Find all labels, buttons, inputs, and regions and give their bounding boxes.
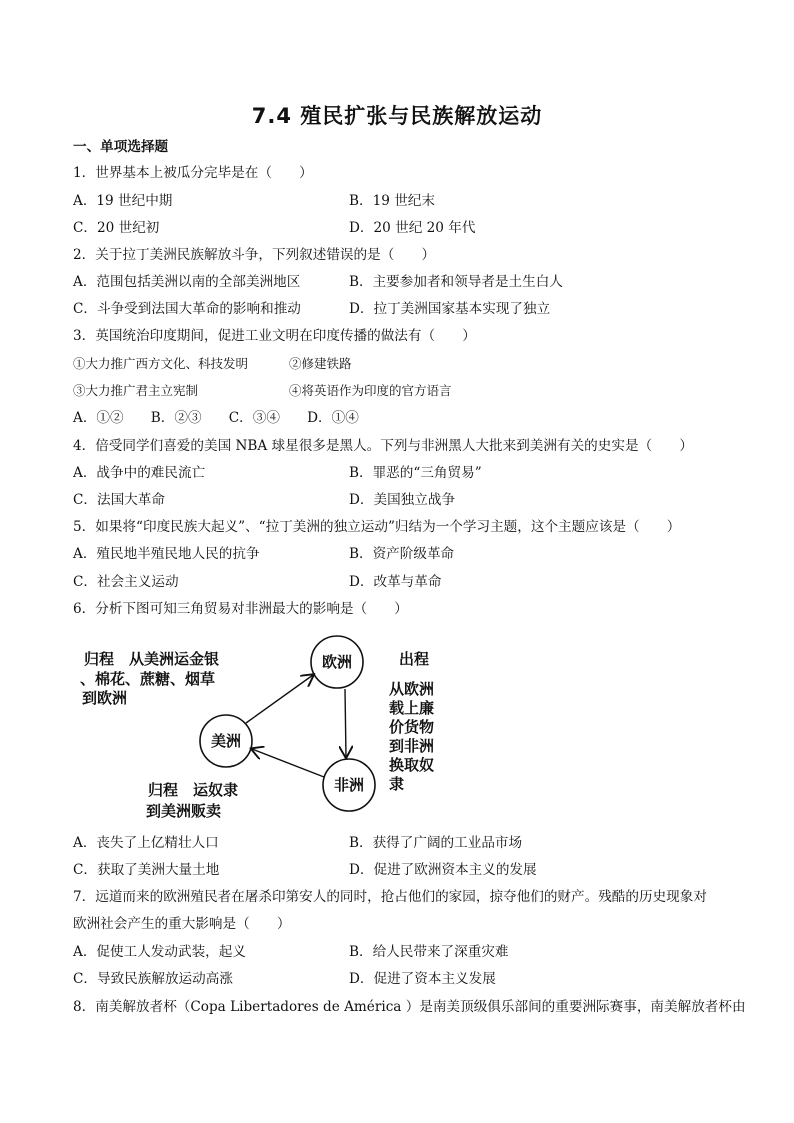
return-route-1-line-1: 归程 从美洲运金银 xyxy=(84,650,220,668)
return-route-1-line-2: 、棉花、蔗糖、烟草 xyxy=(80,670,216,688)
question-1-option-c: C．20 世纪初 xyxy=(73,220,160,236)
question-7-stem-line-2: 欧洲社会产生的重大影响是（ ） xyxy=(73,916,291,932)
question-4-option-b: B．罪恶的“三角贸易” xyxy=(349,465,482,481)
return-route-1-line-3: 到欧洲 xyxy=(82,689,128,707)
triangle-trade-svg xyxy=(70,630,450,830)
question-3-statement-4: ④将英语作为印度的官方语言 xyxy=(289,383,452,398)
question-7-option-b: B．给人民带来了深重灾难 xyxy=(349,944,509,960)
question-2-option-c: C．斗争受到法国大革命的影响和推动 xyxy=(73,301,301,317)
question-3-statement-2: ②修建铁路 xyxy=(289,356,352,371)
america-to-europe-arrow xyxy=(246,675,313,723)
outbound-description xyxy=(389,680,435,793)
question-7-option-c: C．导致民族解放运动高涨 xyxy=(73,971,233,987)
outbound-line-6: 隶 xyxy=(389,775,405,793)
question-5-option-a: A．殖民地半殖民地人民的抗争 xyxy=(73,546,260,562)
outbound-line-4: 到非洲 xyxy=(389,737,435,755)
return-route-2-line-2: 到美洲贩卖 xyxy=(146,802,222,820)
outbound-line-3: 价货物 xyxy=(389,718,435,736)
question-4-option-d: D．美国独立战争 xyxy=(349,492,456,508)
question-1-option-b: B．19 世纪末 xyxy=(349,193,435,209)
question-6-option-a: A．丧失了上亿精壮人口 xyxy=(73,835,219,851)
question-6-option-d: D．促进了欧洲资本主义的发展 xyxy=(349,862,537,878)
question-6-option-c: C．获取了美洲大量土地 xyxy=(73,862,220,878)
question-5-option-d: D．改革与革命 xyxy=(349,574,442,590)
question-6-stem: 6．分析下图可知三角贸易对非洲最大的影响是（ ） xyxy=(73,601,408,617)
question-3-statement-3: ③大力推广君主立宪制 xyxy=(73,383,199,398)
page-title: 7.4 殖民扩张与民族解放运动 xyxy=(251,104,543,128)
africa-label: 非洲 xyxy=(334,776,365,794)
question-3-choices: A．①② B．②③ C．③④ D．①④ xyxy=(73,410,359,426)
outbound-line-1: 从欧洲 xyxy=(389,680,435,698)
question-7-option-d: D．促进了资本主义发展 xyxy=(349,971,496,987)
section-heading: 一、单项选择题 xyxy=(73,139,169,155)
outbound-title: 出程 xyxy=(399,650,430,668)
question-2-stem: 2．关于拉丁美洲民族解放斗争，下列叙述错误的是（ ） xyxy=(73,247,436,263)
question-3-statement-1: ①大力推广西方文化、科技发明 xyxy=(73,356,249,371)
question-1-option-a: A．19 世纪中期 xyxy=(73,193,173,209)
outbound-line-2: 载上廉 xyxy=(389,699,435,717)
europe-label: 欧洲 xyxy=(322,653,353,671)
outbound-line-5: 换取奴 xyxy=(389,756,435,774)
america-label: 美洲 xyxy=(211,732,242,750)
question-1-stem: 1．世界基本上被瓜分完毕是在（ ） xyxy=(73,165,313,181)
question-6-option-b: B．获得了广阔的工业品市场 xyxy=(349,835,523,851)
question-5-option-c: C．社会主义运动 xyxy=(73,574,179,590)
question-4-option-c: C．法国大革命 xyxy=(73,492,165,508)
question-5-option-b: B．资产阶级革命 xyxy=(349,546,455,562)
question-5-stem: 5．如果将“印度民族大起义”、“拉丁美洲的独立运动”归结为一个学习主题，这个主题应该是（ ） xyxy=(73,519,681,535)
question-2-option-a: A．范围包括美洲以南的全部美洲地区 xyxy=(73,274,301,290)
question-8-stem: 8．南美解放者杯（Copa Libertadores de América ）是南美顶级俱乐部间的重要洲际赛事，南美解放者杯由 xyxy=(73,999,746,1015)
question-4-option-a: A．战争中的难民流亡 xyxy=(73,465,206,481)
africa-to-america-arrow xyxy=(252,749,324,777)
question-4-stem: 4．倍受同学们喜爱的美国 NBA 球星很多是黑人。下列与非洲黑人大批来到美洲有关的史实是（ ） xyxy=(73,438,693,454)
triangle-trade-diagram xyxy=(70,630,450,830)
question-2-option-d: D．拉丁美洲国家基本实现了独立 xyxy=(349,301,551,317)
question-2-option-b: B．主要参加者和领导者是土生白人 xyxy=(349,274,563,290)
europe-to-africa-arrow xyxy=(345,689,346,757)
question-1-option-d: D．20 世纪 20 年代 xyxy=(349,220,476,236)
question-7-stem-line-1: 7．远道而来的欧洲殖民者在屠杀印第安人的同时，抢占他们的家园，掠夺他们的财产。残酷的历史现象对 xyxy=(73,889,707,905)
question-3-stem: 3．英国统治印度期间，促进工业文明在印度传播的做法有（ ） xyxy=(73,328,476,344)
return-route-2-line-1: 归程 运奴隶 xyxy=(148,781,239,799)
question-7-option-a: A．促使工人发动武装，起义 xyxy=(73,944,246,960)
